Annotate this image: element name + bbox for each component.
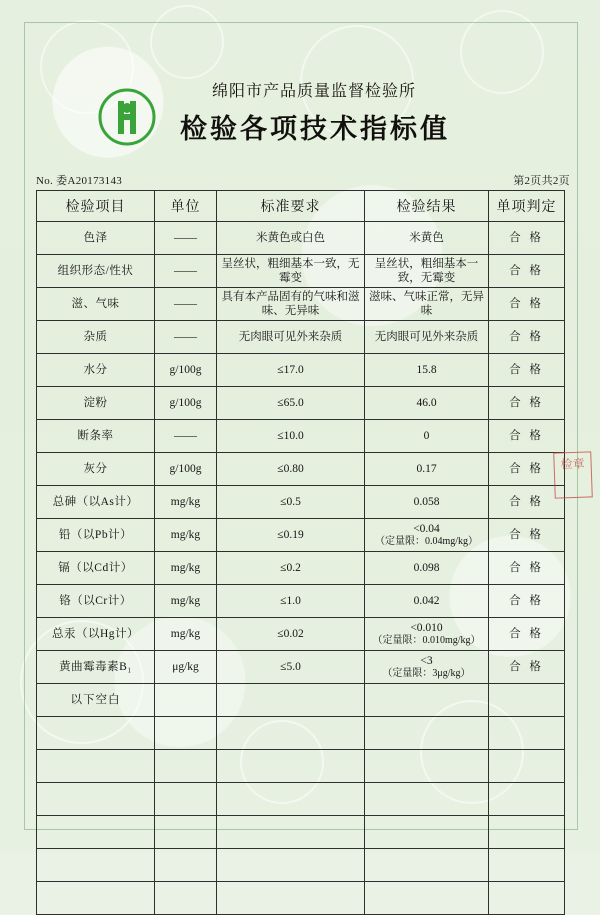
cell-standard: ≤0.80 <box>217 453 365 486</box>
column-header-unit: 单位 <box>155 191 217 222</box>
cell-result: 滋味、气味正常，无异味 <box>365 288 489 321</box>
table-row-empty <box>37 816 565 849</box>
table-body <box>37 222 565 915</box>
cell-item: 镉（以Cd计） <box>37 552 155 585</box>
cell-empty <box>489 717 565 750</box>
cell-empty <box>489 783 565 816</box>
cell-empty <box>217 684 365 717</box>
cell-unit: —— <box>155 222 217 255</box>
cell-judgement: 合 格 <box>489 222 565 255</box>
page-number: 第2页共2页 <box>513 175 570 187</box>
cell-standard: ≤0.02 <box>217 618 365 651</box>
cell-empty <box>365 816 489 849</box>
cell-item: 灰分 <box>37 453 155 486</box>
table-row-end-marker <box>37 684 565 717</box>
cell-empty <box>155 684 217 717</box>
cell-empty <box>37 882 155 915</box>
cell-result: 0.17 <box>365 453 489 486</box>
cell-standard: 呈丝状，粗细基本一致，无霉变 <box>217 255 365 288</box>
table-row <box>37 552 565 585</box>
cell-empty <box>365 684 489 717</box>
cell-standard: ≤0.19 <box>217 519 365 552</box>
cell-result: <0.010 （定量限：0.010mg/kg） <box>365 618 489 651</box>
cell-judgement: 合 格 <box>489 585 565 618</box>
cell-unit: g/100g <box>155 453 217 486</box>
institute-logo-icon <box>96 88 158 146</box>
cell-empty <box>37 750 155 783</box>
cell-empty <box>365 849 489 882</box>
cell-standard: 米黄色或白色 <box>217 222 365 255</box>
cell-standard: ≤17.0 <box>217 354 365 387</box>
column-header-judgement: 单项判定 <box>489 191 565 222</box>
cell-item: 铅（以Pb计） <box>37 519 155 552</box>
table-row-empty <box>37 783 565 816</box>
cell-empty <box>489 750 565 783</box>
cell-empty <box>217 816 365 849</box>
cell-unit: mg/kg <box>155 552 217 585</box>
cell-empty <box>217 717 365 750</box>
table-row-empty <box>37 717 565 750</box>
table-row <box>37 453 565 486</box>
cell-judgement: 合 格 <box>489 420 565 453</box>
cell-empty <box>365 882 489 915</box>
table-row <box>37 618 565 651</box>
cell-item: 淀粉 <box>37 387 155 420</box>
cell-empty <box>37 783 155 816</box>
cell-judgement: 合 格 <box>489 651 565 684</box>
cell-item: 杂质 <box>37 321 155 354</box>
cell-item: 铬（以Cr计） <box>37 585 155 618</box>
cell-judgement: 合 格 <box>489 618 565 651</box>
cell-result: <0.04 （定量限：0.04mg/kg） <box>365 519 489 552</box>
cell-standard: ≤10.0 <box>217 420 365 453</box>
cell-empty <box>489 849 565 882</box>
document-title: 检验各项技术指标值 <box>180 114 450 144</box>
cell-unit: g/100g <box>155 387 217 420</box>
cell-judgement: 合 格 <box>489 387 565 420</box>
cell-result: 0 <box>365 420 489 453</box>
cell-empty <box>37 849 155 882</box>
table-row <box>37 420 565 453</box>
cell-standard: ≤1.0 <box>217 585 365 618</box>
cell-standard: ≤0.2 <box>217 552 365 585</box>
cell-unit: μg/kg <box>155 651 217 684</box>
watermark-ring <box>150 5 224 79</box>
column-header-result: 检验结果 <box>365 191 489 222</box>
cell-unit: mg/kg <box>155 585 217 618</box>
organization-name: 绵阳市产品质量监督检验所 <box>211 83 416 100</box>
cell-unit: —— <box>155 321 217 354</box>
document-header <box>0 78 600 146</box>
cell-result: 15.8 <box>365 354 489 387</box>
cell-result: 46.0 <box>365 387 489 420</box>
inspection-results-table <box>36 190 565 915</box>
table-row <box>37 486 565 519</box>
cell-item: 断条率 <box>37 420 155 453</box>
cell-result: 呈丝状，粗细基本一致，无霉变 <box>365 255 489 288</box>
table-row <box>37 354 565 387</box>
cell-empty <box>217 750 365 783</box>
cell-empty <box>365 750 489 783</box>
cell-empty <box>155 783 217 816</box>
cell-judgement: 合 格 <box>489 288 565 321</box>
cell-unit: —— <box>155 288 217 321</box>
cell-judgement: 合 格 <box>489 552 565 585</box>
cell-empty <box>489 882 565 915</box>
cell-standard: 无肉眼可见外来杂质 <box>217 321 365 354</box>
cell-empty <box>365 717 489 750</box>
cell-empty <box>217 849 365 882</box>
cell-unit: mg/kg <box>155 618 217 651</box>
cell-judgement: 合 格 <box>489 486 565 519</box>
cell-empty <box>155 816 217 849</box>
cell-empty <box>489 816 565 849</box>
table-row <box>37 585 565 618</box>
table-row <box>37 222 565 255</box>
cell-result: 0.098 <box>365 552 489 585</box>
cell-empty <box>489 684 565 717</box>
cell-empty <box>37 816 155 849</box>
cell-result: 无肉眼可见外来杂质 <box>365 321 489 354</box>
cell-result: <3 （定量限：3μg/kg） <box>365 651 489 684</box>
cell-result: 0.042 <box>365 585 489 618</box>
cell-item: 滋、气味 <box>37 288 155 321</box>
table-row <box>37 288 565 321</box>
cell-empty <box>217 882 365 915</box>
cell-empty <box>37 717 155 750</box>
table-row-empty <box>37 849 565 882</box>
cell-empty <box>155 717 217 750</box>
cell-standard: ≤0.5 <box>217 486 365 519</box>
cell-judgement: 合 格 <box>489 453 565 486</box>
cell-empty <box>365 783 489 816</box>
document-meta <box>36 172 570 188</box>
cell-item: 组织形态/性状 <box>37 255 155 288</box>
cell-unit: g/100g <box>155 354 217 387</box>
cell-unit: mg/kg <box>155 519 217 552</box>
table-row <box>37 519 565 552</box>
cell-standard: 具有本产品固有的气味和滋味、无异味 <box>217 288 365 321</box>
cell-empty <box>155 750 217 783</box>
cell-empty <box>217 783 365 816</box>
cell-item: 总砷（以As计） <box>37 486 155 519</box>
cell-judgement: 合 格 <box>489 354 565 387</box>
cell-standard: ≤65.0 <box>217 387 365 420</box>
column-header-item: 检验项目 <box>37 191 155 222</box>
cell-item: 水分 <box>37 354 155 387</box>
cell-judgement: 合 格 <box>489 519 565 552</box>
inspection-seal: 检章 <box>553 451 593 498</box>
cell-result: 米黄色 <box>365 222 489 255</box>
cell-end-marker: 以下空白 <box>37 684 155 717</box>
cell-result: 0.058 <box>365 486 489 519</box>
cell-item: 色泽 <box>37 222 155 255</box>
column-header-standard: 标准要求 <box>217 191 365 222</box>
cell-item: 总汞（以Hg计） <box>37 618 155 651</box>
cell-judgement: 合 格 <box>489 321 565 354</box>
cell-empty <box>155 849 217 882</box>
cell-item: 黄曲霉毒素B₁ <box>37 651 155 684</box>
table-row-empty <box>37 882 565 915</box>
table-row <box>37 321 565 354</box>
report-number: No. 委A20173143 <box>36 175 123 187</box>
table-row <box>37 651 565 684</box>
cell-unit: mg/kg <box>155 486 217 519</box>
cell-unit: —— <box>155 420 217 453</box>
table-row-empty <box>37 750 565 783</box>
table-header-row <box>37 191 565 222</box>
cell-empty <box>155 882 217 915</box>
cell-judgement: 合 格 <box>489 255 565 288</box>
table-row <box>37 387 565 420</box>
table-row <box>37 255 565 288</box>
cell-standard: ≤5.0 <box>217 651 365 684</box>
cell-unit: —— <box>155 255 217 288</box>
